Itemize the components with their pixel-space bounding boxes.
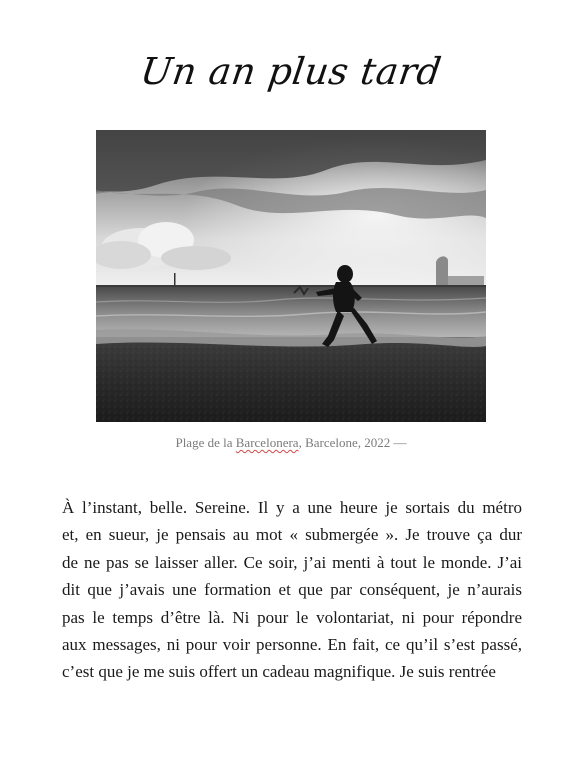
body-line: À l’instant, belle. Sereine. Il y a une heure je sortais du métro bbox=[62, 498, 522, 517]
body-line: et, en sueur, je pensais au mot « submergée ». Je trouve ça dur bbox=[62, 525, 522, 545]
body-line: de ne pas se laisser aller. Ce soir, j’ai menti à tout le monde. J’ai bbox=[62, 552, 522, 572]
body-line: pas le temps d’être là. Ni pour le volontariat, ni pour répondre bbox=[62, 607, 522, 627]
caption-place: Barcelonera bbox=[235, 435, 299, 450]
body-line: c’est que je me suis offert un cadeau magnifique. Je suis rentrée bbox=[62, 662, 496, 682]
body-line: aux messages, ni pour voir personne. En fait, ce qu’il s’est passé, bbox=[62, 635, 522, 655]
beach-photo bbox=[96, 130, 486, 422]
caption-prefix: Plage de la bbox=[175, 435, 236, 450]
page-title: Un an plus tard bbox=[137, 50, 445, 93]
body-line: dit que j’avais une formation et que par conséquent, je n’aurais bbox=[62, 580, 522, 600]
photo-caption bbox=[0, 434, 582, 452]
body-paragraph bbox=[62, 494, 522, 686]
caption-suffix: , Barcelone, 2022 — bbox=[298, 435, 407, 450]
